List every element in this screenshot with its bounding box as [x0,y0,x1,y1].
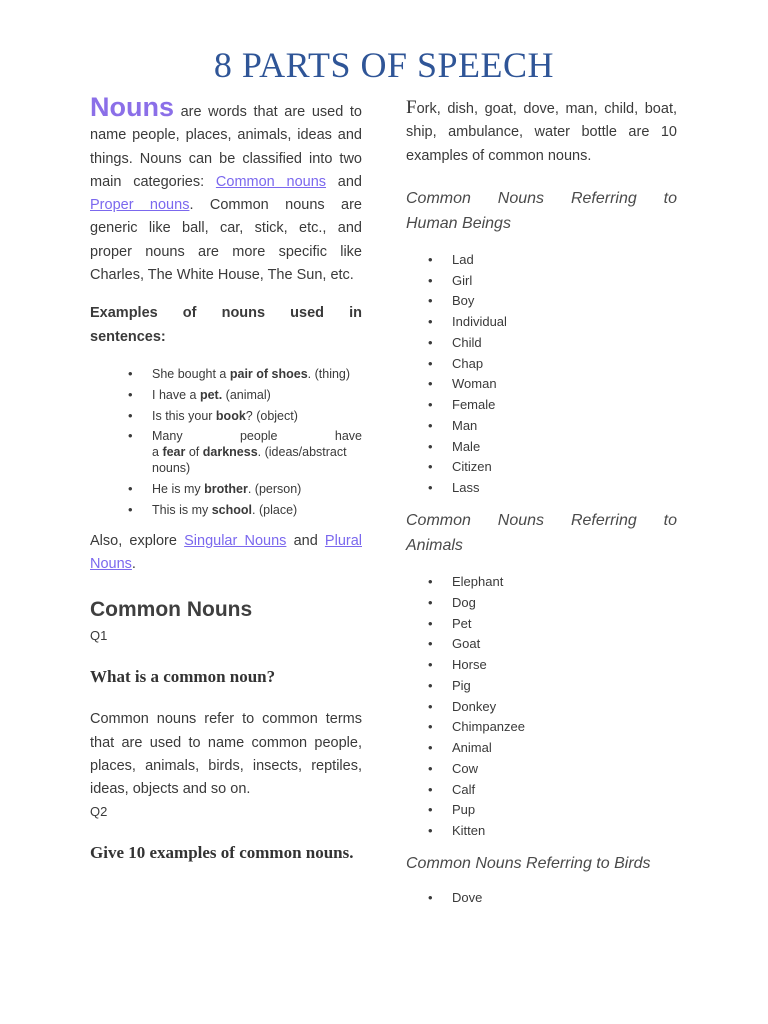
q1-question: What is a common noun? [90,667,276,687]
list-item: • Cow [406,761,677,777]
item-bold: pair of shoes [229,367,308,382]
list-item: • Lass [406,480,677,496]
examples-heading [90,301,362,349]
list-item: • Donkey [406,699,677,715]
birds-list [406,890,677,906]
list-item: • Dove [406,890,677,906]
item-text: • Many people have [152,429,362,444]
item-text: ? (object) [245,408,298,423]
item-text: a [152,445,163,460]
list-item: • Pet [406,616,677,632]
item-text: . (person) [247,482,302,497]
q1-label: Q1 [90,628,108,644]
explore-paragraph [90,530,362,577]
list-item: • Male [406,439,677,455]
item-text: . (ideas/abstract nouns) [152,445,347,476]
list-item: • Calf [406,782,677,798]
list-item [90,387,362,403]
dropcap-letter: F [406,97,417,118]
birds-heading: Common Nouns Referring to Birds [406,855,651,873]
item-text: of [185,445,203,460]
item-bold: pet. [199,388,223,403]
item-bold: school [211,502,253,517]
item-text: . (place) [252,502,298,517]
examples-intro [406,96,677,168]
animals-list [406,574,677,839]
human-heading-line1: Common Nouns Referring to [406,189,677,207]
list-item: • Horse [406,657,677,673]
item-text: (animal) [222,388,271,403]
list-item: • Individual [406,314,677,330]
animals-heading-line2: Animals [406,537,463,555]
list-item: • Elephant [406,574,677,590]
item-bold: darkness [202,445,258,460]
human-beings-heading [406,186,677,236]
item-text: This is my [152,502,212,517]
human-heading-line2: Human Beings [406,214,511,232]
animals-heading [406,508,677,558]
list-item: • Goat [406,636,677,652]
item-bold: fear [162,445,186,460]
list-item: • Lad [406,252,677,268]
examples-list [90,366,362,517]
common-nouns-link[interactable]: Common nouns [215,173,327,190]
nouns-heading-word: Nouns [90,92,174,122]
proper-nouns-link[interactable]: Proper nouns [90,197,190,214]
list-item: • Dog [406,595,677,611]
list-item [90,408,362,424]
item-text: I have a [152,388,200,403]
list-item: • Man [406,418,677,434]
list-item: • Pig [406,678,677,694]
list-item: • Kitten [406,823,677,839]
list-item: • Woman [406,376,677,392]
item-text: Is this your [152,408,216,423]
list-item: • Female [406,397,677,413]
right-column [406,96,677,911]
q2-question: Give 10 examples of common nouns. [90,842,354,862]
left-column [90,92,362,866]
nouns-intro [90,92,362,287]
item-bold: brother [204,482,248,497]
list-item: • Chap [406,356,677,372]
human-beings-list [406,252,677,496]
q2-label: Q2 [90,803,108,819]
explore-text: Also, explore [90,532,185,549]
intro-and: and [326,173,362,190]
examples-heading-line2: sentences: [90,329,166,346]
intro-text: are words that are used to name people, places, animals, ideas and things. Nouns can be classified into two main categories: [90,104,362,190]
list-item [90,366,362,382]
examples-heading-line1: Examples of nouns used in [90,305,362,322]
list-item [90,428,362,476]
item-bold: book [215,408,246,423]
intro-text-2: . Common nouns are generic like ball, car, stick, etc., and proper nouns are more specific like Charles, The White House, The Sun, etc. [90,197,363,284]
item-text: . (thing) [307,367,351,382]
explore-and: and [286,532,325,549]
list-item: • Child [406,335,677,351]
common-nouns-heading: Common Nouns [90,598,253,622]
page-title: 8 PARTS OF SPEECH [213,45,555,85]
list-item: • Chimpanzee [406,719,677,735]
plural-nouns-link[interactable]: Plural Nouns [90,532,362,573]
singular-nouns-link[interactable]: Singular Nouns [184,532,287,549]
list-item [90,481,362,497]
list-item: • Pup [406,802,677,818]
q1-answer: Common nouns refer to common terms that are used to name common people, places, animals, birds, insects, reptiles, ideas, objects and so on. [90,711,362,798]
list-item: • Girl [406,273,677,289]
item-text: He is my [152,482,205,497]
list-item: • Animal [406,740,677,756]
animals-heading-line1: Common Nouns Referring to [406,512,677,530]
item-text: She bought a [152,367,230,382]
list-item: • Citizen [406,459,677,475]
list-item [90,502,362,518]
list-item: • Boy [406,293,677,309]
explore-period: . [131,556,136,573]
examples-intro-text: ork, dish, goat, dove, man, child, boat, ship, ambulance, water bottle are 10 examples of common nouns. [406,101,677,164]
